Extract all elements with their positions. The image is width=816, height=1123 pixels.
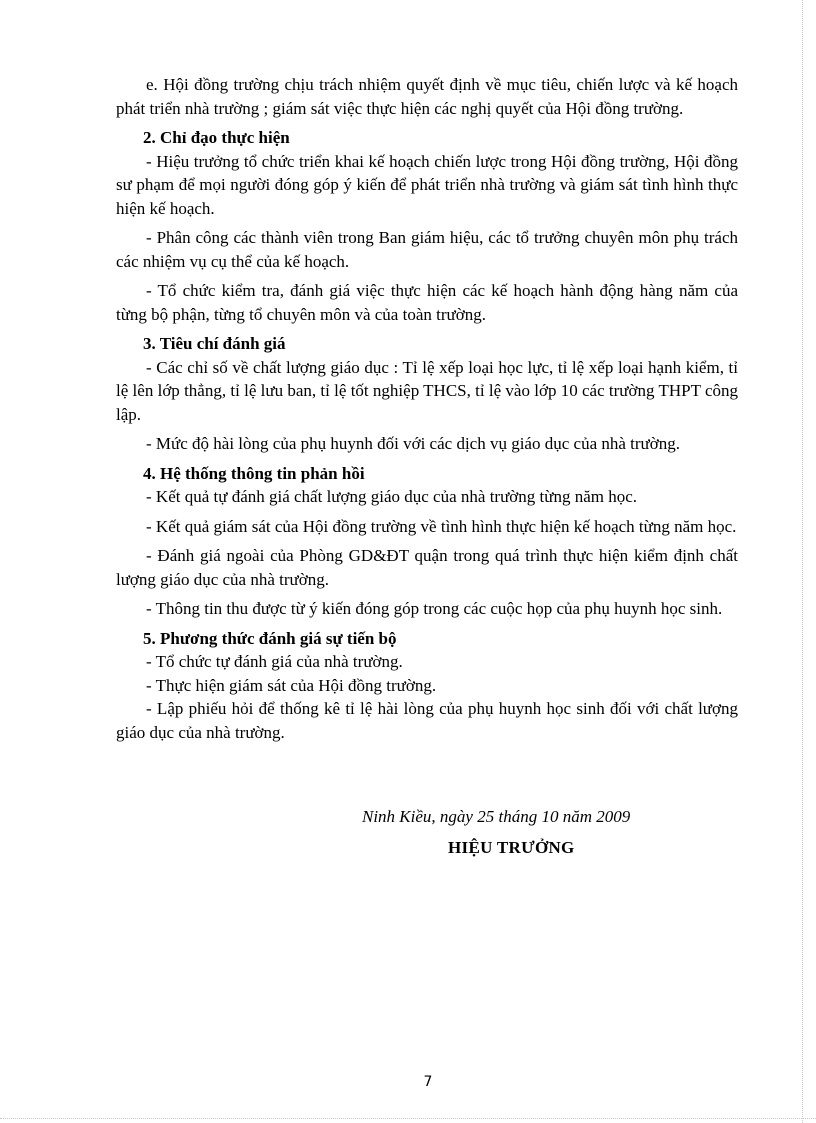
list-item: - Đánh giá ngoài của Phòng GD&ĐT quận trong quá trình thực hiện kiểm định chất lượng giáo dục của nhà trường.: [116, 546, 738, 589]
section-heading-4: 4. Hệ thống thông tin phản hồi: [143, 463, 365, 483]
list-item: - Thông tin thu được từ ý kiến đóng góp trong các cuộc họp của phụ huynh học sinh.: [146, 599, 723, 618]
list-item: - Hiệu trưởng tổ chức triển khai kế hoạch chiến lược trong Hội đồng trường, Hội đồng sư phạm để mọi người đóng góp ý kiến để phát triển nhà trường và giám sát tình hình thực hiện kế hoạch.: [116, 151, 738, 218]
section-heading-2: 2. Chỉ đạo thực hiện: [143, 128, 290, 147]
list-item: - Kết quả tự đánh giá chất lượng giáo dục của nhà trường từng năm học.: [146, 487, 638, 506]
list-item: - Tổ chức kiểm tra, đánh giá việc thực hiện các kế hoạch hành động hàng năm của từng bộ phận, từng tổ chuyên môn và của toàn trường.: [116, 281, 738, 324]
section-heading-3: 3. Tiêu chí đánh giá: [143, 334, 286, 353]
list-item: - Tổ chức tự đánh giá của nhà trường.: [146, 652, 403, 671]
page-edge-bottom: [0, 1118, 816, 1119]
signature-title: HIỆU TRƯỞNG: [448, 838, 575, 857]
list-item: - Mức độ hài lòng của phụ huynh đối với các dịch vụ giáo dục của nhà trường.: [146, 434, 680, 453]
list-item: - Thực hiện giám sát của Hội đồng trường.: [146, 675, 437, 695]
list-item: - Lập phiếu hỏi để thống kê tỉ lệ hài lòng của phụ huynh học sinh đối với chất lượng giáo dục của nhà trường.: [116, 699, 738, 742]
signature-place-date: Ninh Kiều, ngày 25 tháng 10 năm 2009: [362, 807, 631, 826]
list-item: - Phân công các thành viên trong Ban giám hiệu, các tổ trưởng chuyên môn phụ trách các nhiệm vụ cụ thể của kế hoạch.: [116, 228, 738, 271]
page-number: 7: [423, 1074, 433, 1090]
paragraph-intro: e. Hội đồng trường chịu trách nhiệm quyết định về mục tiêu, chiến lược và kế hoạch phát triển nhà trường ; giám sát việc thực hiện các nghị quyết của Hội đồng trường.: [116, 75, 738, 118]
list-item: - Kết quả giám sát của Hội đồng trường về tình hình thực hiện kế hoạch từng năm học.: [146, 516, 737, 536]
list-item: - Các chỉ số về chất lượng giáo dục : Tỉ lệ xếp loại học lực, tỉ lệ xếp loại hạnh kiểm, tỉ lệ lên lớp thẳng, tỉ lệ lưu ban, tỉ lệ tốt nghiệp THCS, tỉ lệ vào lớp 10 các trường THPT công lập.: [116, 357, 738, 424]
section-heading-5: 5. Phương thức đánh giá sự tiến bộ: [143, 628, 397, 648]
page-edge-right: [802, 0, 803, 1123]
document-body: [116, 73, 738, 744]
